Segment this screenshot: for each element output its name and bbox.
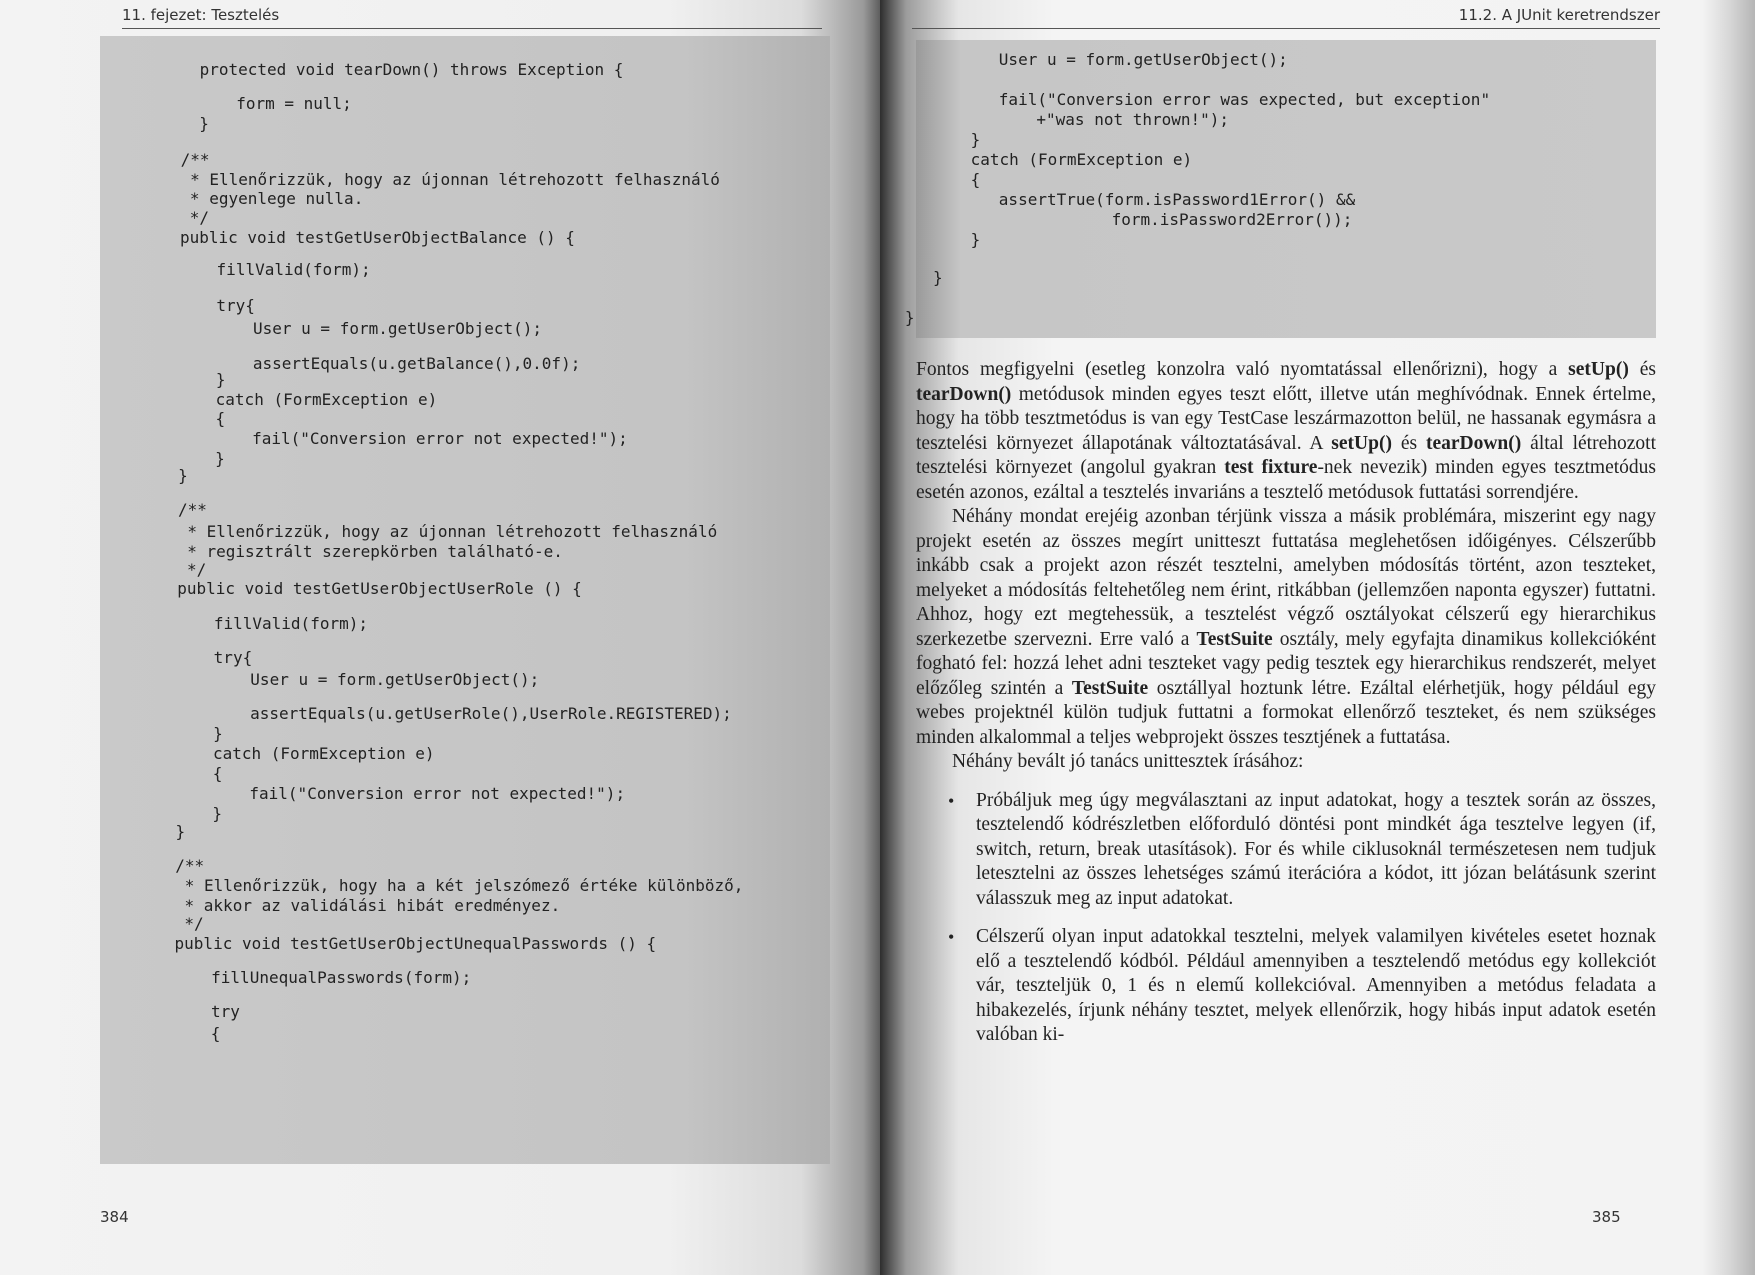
code-line: } bbox=[215, 370, 226, 389]
tips-list bbox=[916, 789, 1656, 1048]
list-item: • Próbáljuk meg úgy megválasztani az input adatokat, hogy a tesztek során az összes, tesztelendő kódrészletben előforduló döntési pont mindkét ága tesztelve legyen (if, switch, return, break utasítások). For és while ciklusoknál természetesen nem tudjuk letesztelni az összes lehetséges számú iterációra a kódot, itt józan belátásunk szerint válasszuk meg az input adatokat. bbox=[948, 789, 1656, 909]
code-line: /** bbox=[177, 500, 207, 519]
code-line: User u = form.getUserObject(); bbox=[253, 319, 542, 338]
code-line: * Ellenőrizzük, hogy az újonnan létrehozott felhasználó bbox=[180, 170, 720, 189]
code-line: } bbox=[904, 308, 915, 327]
code-line: User u = form.getUserObject(); bbox=[250, 670, 540, 689]
bullet-icon: • bbox=[948, 927, 955, 947]
code-line: * Ellenőrizzük, hogy ha a két jelszómező értéke különböző, bbox=[175, 876, 744, 895]
bullet-icon: • bbox=[948, 790, 955, 811]
right-running-head: 11.2. A JUnit keretrendszer bbox=[912, 6, 1660, 29]
code-line: { bbox=[210, 1024, 221, 1043]
right-code-listing bbox=[904, 40, 1656, 338]
paragraph-fixture: Fontos megfigyelni (esetleg konzolra való nyomtatással ellenőrizni), hogy a setUp() és tearDown() metódusok minden egyes teszt előtt, illetve után meghívódnak. Ennek értelme, hogy ha több tesztmetódus is van egy TestCase leszármazotton belül, ne hassanak egymásra a tesztelési környezet állapotának változtatásával. A setUp() és tearDown() által létrehozott tesztelési környezet (angolul gyakran test fixture-nek nevezik) minden egyes tesztmetódus esetén azonos, ezáltal a tesztelés invariáns a tesztelő metódusok futtatási sorrendjére. bbox=[916, 359, 1656, 503]
code-line: } bbox=[213, 724, 223, 743]
code-line: public void testGetUserObjectBalance () { bbox=[179, 228, 575, 247]
paragraph-tips-intro: Néhány bevált jó tanács unittesztek írásához: bbox=[952, 751, 1304, 772]
code-line: public void testGetUserObjectUserRole () { bbox=[177, 579, 582, 598]
code-line: */ bbox=[180, 208, 210, 227]
code-line: { bbox=[215, 409, 226, 428]
code-line: fillUnequalPasswords(form); bbox=[211, 968, 472, 987]
code-line: User u = form.getUserObject(); bbox=[998, 50, 1288, 69]
code-line: try{ bbox=[216, 296, 255, 315]
code-line: */ bbox=[177, 560, 207, 579]
code-line: /** bbox=[175, 856, 205, 875]
code-line: assertEquals(u.getUserRole(),UserRole.REGISTERED); bbox=[250, 704, 732, 723]
code-line: * egyenlege nulla. bbox=[180, 189, 364, 208]
list-item: • Célszerű olyan input adatokkal tesztelni, melyek valamilyen kivételes esetet hoznak elő a tesztelendő kódból. Például amennyiben a tesztelendő metódus egy kollekciót vár, teszteljük 0, 1 és n elemű kollekcióval. Amennyiben a metódus feladata a hibakezelés, írjunk néhány tesztet, melyek ellenőrzik, hogy hibás input adatok esetén valóban ki- bbox=[948, 926, 1656, 1045]
code-line: assertEquals(u.getBalance(),0.0f); bbox=[252, 354, 581, 373]
code-line: } bbox=[178, 466, 188, 485]
right-page bbox=[880, 0, 1755, 1275]
right-page-number: 385 bbox=[1592, 1208, 1621, 1226]
code-line: } bbox=[175, 822, 186, 841]
code-line: protected void tearDown() throws Exception { bbox=[199, 60, 624, 79]
code-line: fillValid(form); bbox=[213, 614, 368, 633]
code-line: fail("Conversion error was expected, but exception" bbox=[998, 90, 1491, 109]
code-line: try bbox=[210, 1002, 240, 1021]
code-line: } bbox=[199, 114, 209, 133]
code-line: /** bbox=[180, 150, 210, 169]
code-line: * regisztrált szerepkörben található-e. bbox=[177, 542, 563, 561]
code-line: } bbox=[212, 804, 223, 823]
code-line: catch (FormException e) bbox=[970, 150, 1193, 169]
code-line: * Ellenőrizzük, hogy az újonnan létrehozott felhasználó bbox=[177, 522, 718, 541]
code-line: fail("Conversion error not expected!"); bbox=[249, 784, 626, 803]
left-code-listing bbox=[100, 36, 830, 1164]
code-line: */ bbox=[174, 914, 204, 933]
paragraph-testsuite: Néhány mondat erejéig azonban térjünk vissza a másik problémára, miszerint egy nagy projekt esetén az összes megírt unitteszt futtatása meglehetősen időigényes. Célszerűbb inkább csak a projekt azon részét tesztelni, amelyben módosítás történt, azon teszteket, melyeket a módosítás feltehetőleg nem érint, ritkábban (jellemzően naponta egyszer) futtatni. Ahhoz, hogy ezt megtehessük, a tesztelést végző osztályokat célszerű egy hierarchikus szerkezetbe szervezni. Erre való a TestSuite osztály, mely egyfajta dinamikus kollekcióként fogható fel: hozzá lehet adni teszteket vagy pedig tesztek egy hierarchikus rendszerét, melyet előzőleg szintén a TestSuite osztállyal hoztunk létre. Ezáltal elérhetjük, hogy például egy webes projektnél külön tudjuk futtatni a formokat ellenőrző teszteket, és nem szükséges minden alkalommal a teljes webprojekt összes tesztjének a futtatása. bbox=[916, 506, 1656, 748]
left-running-head: 11. fejezet: Tesztelés bbox=[122, 6, 822, 29]
code-line: } bbox=[970, 130, 981, 149]
code-line: public void testGetUserObjectUnequalPasswords () { bbox=[174, 934, 657, 953]
code-line: } bbox=[215, 449, 225, 468]
code-line: +"was not thrown!"); bbox=[1036, 110, 1230, 129]
code-line: form = null; bbox=[236, 94, 352, 113]
code-line: } bbox=[970, 230, 981, 249]
code-line: } bbox=[933, 268, 943, 287]
left-page-number: 384 bbox=[100, 1208, 129, 1226]
code-line: form.isPassword2Error()); bbox=[1111, 210, 1353, 229]
code-line: try{ bbox=[213, 648, 253, 667]
code-line: fail("Conversion error not expected!"); bbox=[252, 429, 628, 448]
code-line: catch (FormException e) bbox=[212, 744, 435, 763]
code-line: catch (FormException e) bbox=[215, 390, 438, 409]
code-line: { bbox=[212, 764, 223, 783]
code-line: { bbox=[970, 170, 981, 189]
code-line: * akkor az validálási hibát eredményez. bbox=[174, 896, 561, 915]
code-line: assertTrue(form.isPassword1Error() && bbox=[998, 190, 1356, 209]
code-line: fillValid(form); bbox=[216, 260, 371, 279]
body-text bbox=[916, 358, 1656, 1062]
